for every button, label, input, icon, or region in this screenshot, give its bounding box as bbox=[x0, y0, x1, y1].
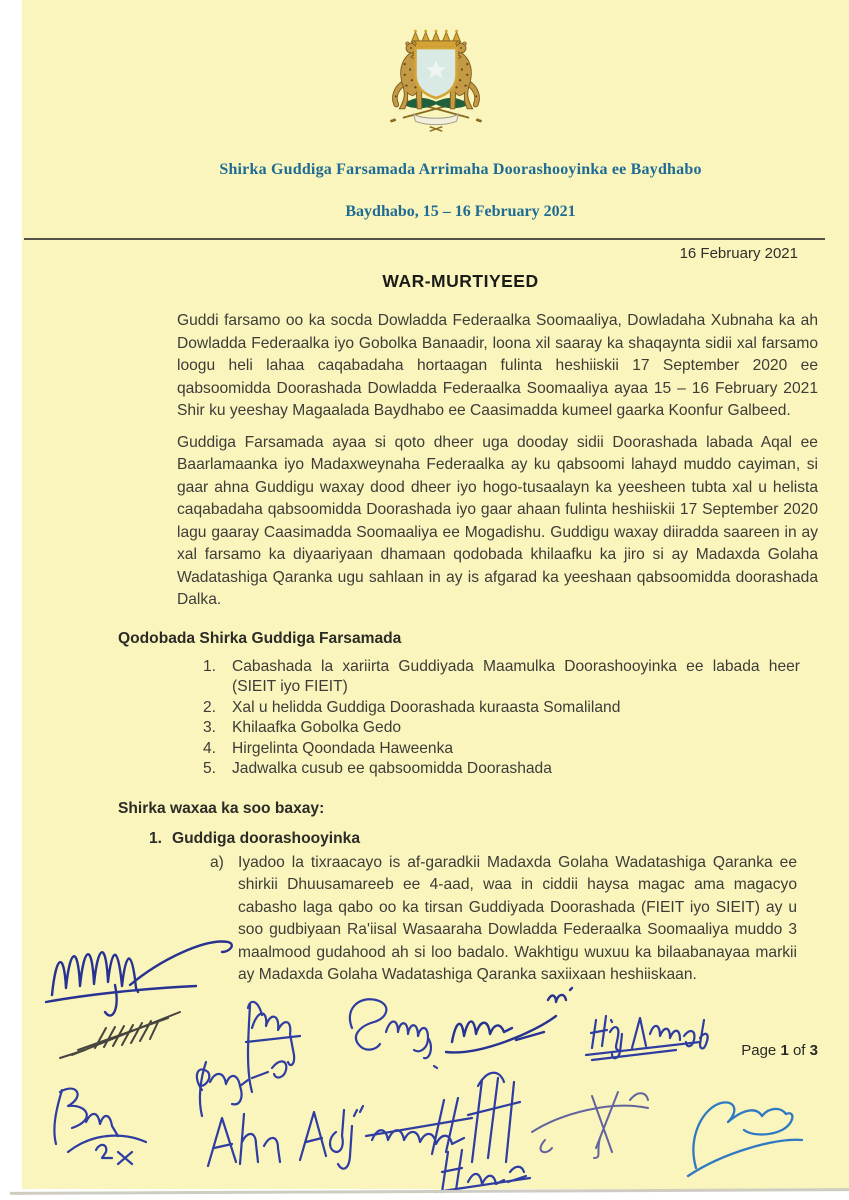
outcome-item-number: 1. bbox=[149, 829, 163, 847]
outcome-item-label: Guddiga doorashooyinka bbox=[172, 829, 361, 847]
agenda-item-text: Jadwalka cusub ee qabsoomidda Doorashada bbox=[232, 760, 552, 777]
signature-8 bbox=[197, 1061, 286, 1116]
page-number: 1 bbox=[780, 1042, 789, 1059]
agenda-item-1 bbox=[203, 657, 849, 698]
page-bottom-edge bbox=[10, 1188, 849, 1195]
agenda-item-number: 1. bbox=[203, 657, 217, 675]
agenda-heading: Qodobada Shirka Guddiga Farsamada bbox=[118, 629, 402, 647]
document-page bbox=[22, 0, 849, 1189]
signature-6 bbox=[586, 1016, 708, 1060]
signature-4 bbox=[350, 999, 437, 1068]
agenda-item-text: Hirgelinta Qoondada Haweenka bbox=[232, 739, 454, 757]
sub-item-text: Iyadoo la tixraacayo is af-garadkii Madaxda Golaha Wadatashiga Qaranka ee shirkii Dhuusamareeb ee 4-aad, waa in ciddii haysa magac ama magacyo cabasho laga qabo oo ka tirsan Guddiyada Doorashada (FIEIT iyo SIEIT) ay u soo gudbiyaan Ra'iisal Wasaaraha Dowladda Federaalka Soomaaliya muddo 3 maalmood gudahood ah si loo badalo. Wakhtigu wuxuu ka bilaabanayaa markii ay Madaxda Golaha Wadatashiga Qaranka saxiixaan heshiiskaan. bbox=[238, 853, 797, 983]
page-word: Page bbox=[741, 1042, 777, 1059]
sub-item-marker: a) bbox=[210, 853, 224, 871]
signature-9 bbox=[208, 1114, 280, 1166]
paragraph-2: Guddiga Farsamada ayaa si qoto dheer uga dooday sidii Doorashada labada Aqal ee Baarlamaanka iyo Madaxweynaha Federaalka ay ku qabsoomi lahayd muddo cayiman, si gaar ahna Guddigu waxay dood dheer iyo hogo-tusaalayn ka yeesheen tubta xal u helista caqabadaha qabsoomidda Doorashada iyo gaar ahaan fulinta heshiiskii 17 September 2020 lagu gaaray Caasimadda Soomaaliya ee Mogadishu. Guddigu waxay diiradda saareen in ay xal farsamo ka diyaariyaan dhamaan qodobada khilaafku ka jiro si ay Madaxda Golaha Wadatashiga Qaranka ugu sahlaan in ay is afgarad ka yeeshaan qabsoomidda doorashada Dalka. bbox=[177, 433, 818, 608]
signature-13 bbox=[436, 1150, 530, 1192]
header-divider bbox=[24, 238, 825, 240]
somalia-coat-of-arms bbox=[332, 26, 540, 143]
agenda-item-2 bbox=[203, 698, 849, 719]
agenda-item-4 bbox=[203, 739, 849, 760]
outcome-item-title bbox=[149, 828, 849, 850]
signature-1 bbox=[46, 942, 232, 1016]
signature-15 bbox=[688, 1102, 802, 1176]
agenda-item-number: 4. bbox=[203, 739, 217, 757]
crown-icon bbox=[411, 30, 460, 48]
outcome-sub-item-a bbox=[210, 852, 818, 987]
agenda-item-5 bbox=[203, 759, 849, 780]
agenda-item-number: 5. bbox=[203, 760, 217, 777]
paragraph-1: Guddi farsamo oo ka socda Dowladda Federaalka Soomaaliya, Dowladaha Xubnaha ka ah Dowladda Federaalka iyo Gobolka Banaadir, loona xil saaray ka shaqaynta sidii xal farsamo loogu heli lahaa caqabadaha hortaagan fulinta heshiiskii 17 September 2020 ee qabsoomidda Doorashada Dowladda Federaalka Soomaaliya ayaa 15 – 16 February 2021 Shir ku yeeshay Magaalada Baydhabo ee Caasimadda kumeel gaarka Koonfur Galbeed. bbox=[177, 312, 818, 419]
main-heading: WAR-MURTIYEED bbox=[382, 271, 539, 291]
signature-12 bbox=[468, 1073, 520, 1162]
document-date: 16 February 2021 bbox=[679, 245, 798, 262]
agenda-item-number: 2. bbox=[203, 698, 217, 716]
signature-14 bbox=[532, 1092, 648, 1158]
ribbon-icon bbox=[413, 114, 458, 125]
agenda-item-text: Cabashada la xariirta Guddiyada Maamulka Doorashooyinka ee labada heer (SIEIT iyo FIEIT) bbox=[232, 657, 800, 695]
agenda-list bbox=[22, 657, 849, 780]
agenda-item-text: Khilaafka Gobolka Gedo bbox=[232, 719, 402, 736]
signature-10 bbox=[300, 1106, 363, 1169]
page-indicator bbox=[698, 1042, 818, 1059]
agenda-item-text: Xal u helidda Guddiga Doorashada kuraasta Somaliland bbox=[232, 698, 621, 716]
signature-7 bbox=[54, 1089, 146, 1164]
signature-3 bbox=[246, 1002, 300, 1092]
coat-of-arms-graphic bbox=[360, 26, 512, 138]
document-subtitle: Baydhabo, 15 – 16 February 2021 bbox=[345, 203, 576, 220]
document-title: Shirka Guddiga Farsamada Arrimaha Doorashooyinka ee Baydhabo bbox=[219, 161, 702, 178]
signature-11 bbox=[366, 1098, 472, 1154]
outcomes-heading: Shirka waxaa ka soo baxay: bbox=[118, 799, 325, 817]
of-word: of bbox=[792, 1042, 806, 1059]
agenda-item-3 bbox=[203, 718, 849, 739]
daggers-icon bbox=[429, 127, 442, 131]
agenda-item-number: 3. bbox=[203, 719, 217, 736]
signature-5 bbox=[446, 988, 572, 1052]
page-total: 3 bbox=[809, 1042, 818, 1059]
signature-2 bbox=[60, 1012, 180, 1058]
